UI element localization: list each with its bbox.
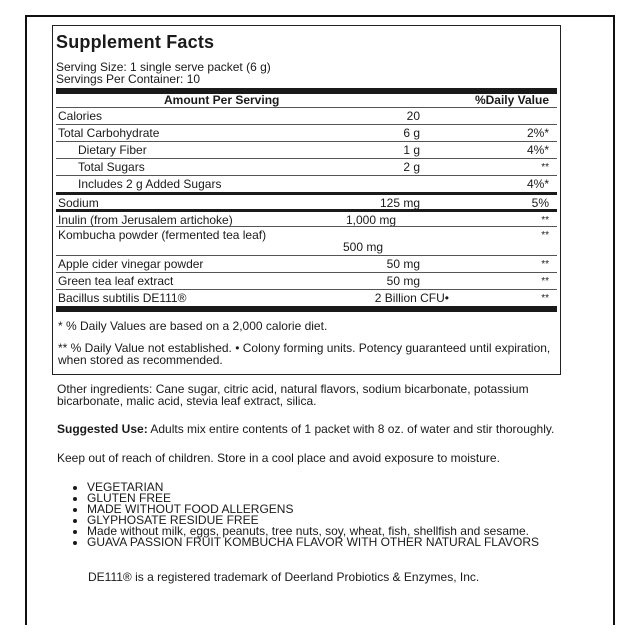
ingredient-row-kombucha [56, 226, 557, 255]
ingredient-amount: 50 mg [386, 274, 420, 288]
frame-top-border [25, 15, 615, 17]
trademark-notice: DE111® is a registered trademark of Deerland Probiotics & Enzymes, Inc. [88, 570, 480, 584]
ingredient-daily-value: ** [541, 259, 549, 270]
nutrient-amount: 1 g [403, 143, 420, 157]
claim-item: GUAVA PASSION FRUIT KOMBUCHA FLAVOR WITH OTHER NATURAL FLAVORS [64, 537, 544, 548]
nutrient-name: Sodium [58, 196, 99, 210]
ingredient-row-inulin [56, 209, 557, 226]
nutrient-amount: 20 [406, 109, 420, 123]
claim-item: VEGETARIAN [64, 482, 544, 493]
serving-size: Serving Size: 1 single serve packet (6 g) [56, 60, 271, 74]
bullet-icon [73, 508, 77, 512]
column-header-row [56, 94, 557, 107]
nutrient-row-added-sugars [56, 175, 557, 192]
ingredient-row-green-tea [56, 272, 557, 289]
ingredient-amount: 1,000 mg [346, 213, 397, 227]
footnote-not-established: ** % Daily Value not established. • Colony forming units. Potency guaranteed until expiration, when stored as recommended. [58, 341, 551, 367]
footnote-daily-values: * % Daily Values are based on a 2,000 calorie diet. [58, 319, 328, 333]
facts-title: Supplement Facts [56, 32, 215, 52]
ingredient-daily-value: ** [541, 230, 549, 241]
nutrient-amount: 125 mg [379, 196, 420, 210]
ingredient-name: Bacillus subtilis DE111® [58, 291, 187, 305]
ingredient-name: Inulin (from Jerusalem artichoke) [58, 213, 233, 227]
other-ingredients: Other ingredients: Cane sugar, citric acid, natural flavors, sodium bicarbonate, potassium bicarbonate, malic acid, stevia leaf extract, silica. [57, 382, 529, 408]
nutrient-amount: 2 g [403, 160, 420, 174]
ingredient-amount: 50 mg [386, 257, 420, 271]
ingredient-name: Apple cider vinegar powder [58, 257, 204, 271]
ingredient-name: Kombucha powder (fermented tea leaf) [58, 228, 267, 242]
nutrient-row-total-sugars [56, 158, 557, 175]
ingredient-daily-value: ** [541, 215, 549, 226]
frame-right-border [613, 15, 615, 625]
nutrient-name: Includes 2 g Added Sugars [78, 177, 222, 191]
nutrient-row-calories [56, 107, 557, 124]
nutrient-daily-value: 4%* [526, 143, 549, 157]
claim-item: MADE WITHOUT FOOD ALLERGENS [64, 504, 544, 515]
suggested-use [57, 423, 562, 435]
ingredient-daily-value: ** [541, 276, 549, 287]
suggested-use-label: Suggested Use: [57, 422, 148, 436]
claim-item: GLYPHOSATE RESIDUE FREE [64, 515, 544, 526]
nutrient-name: Calories [58, 109, 103, 123]
nutrient-daily-value: 5% [531, 196, 549, 210]
nutrient-name: Total Sugars [78, 160, 145, 174]
ingredient-amount: 2 Billion CFU• [374, 291, 449, 305]
bullet-icon [73, 541, 77, 545]
nutrient-row-total-carbohydrate [56, 124, 557, 141]
bullet-icon [73, 486, 77, 490]
ingredient-name: Green tea leaf extract [58, 274, 174, 288]
ingredient-row-apple-cider-vinegar [56, 255, 557, 272]
nutrient-name: Dietary Fiber [78, 143, 147, 157]
ingredient-row-bacillus [56, 289, 557, 306]
ingredient-daily-value: ** [541, 293, 549, 304]
suggested-use-text: Adults mix entire contents of 1 packet with 8 oz. of water and stir thoroughly. [147, 422, 555, 436]
nutrient-name: Total Carbohydrate [58, 126, 160, 140]
claim-item: Made without milk, eggs, peanuts, tree nuts, soy, wheat, fish, shellfish and sesame. [64, 526, 544, 537]
nutrient-amount: 6 g [403, 126, 420, 140]
nutrient-daily-value: 4%* [526, 177, 549, 191]
nutrient-row-dietary-fiber [56, 141, 557, 158]
bullet-icon [73, 497, 77, 501]
nutrient-row-sodium [56, 192, 557, 209]
amount-per-serving-header: Amount Per Serving [164, 93, 280, 107]
nutrient-daily-value: ** [541, 162, 549, 173]
bullet-icon [73, 519, 77, 523]
claim-item: GLUTEN FREE [64, 493, 544, 504]
bullet-icon [73, 530, 77, 534]
storage-warning: Keep out of reach of children. Store in a cool place and avoid exposure to moisture. [57, 451, 500, 465]
supplement-facts-content [56, 27, 557, 366]
ingredient-amount: 500 mg [343, 240, 384, 254]
servings-per-container: Servings Per Container: 10 [56, 72, 201, 86]
frame-left-border [25, 15, 27, 625]
nutrient-daily-value: 2%* [526, 126, 549, 140]
daily-value-header: %Daily Value [474, 93, 549, 107]
product-claims-list [64, 482, 544, 548]
